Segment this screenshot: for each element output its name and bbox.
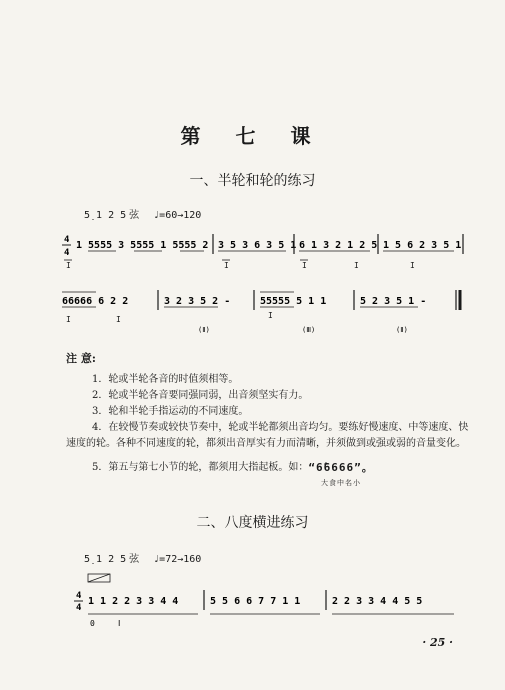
measure-1-3: 6 1 3 2 1 2 5 — [299, 240, 378, 251]
measure-2-3: 55555 5 1 1 — [260, 296, 327, 307]
svg-text:I: I — [268, 311, 273, 320]
measure-3-2: 5 5 6 6 7 7 1 1 — [210, 596, 301, 607]
note-item-2: 2．轮或半轮各音要同强同弱，出音须坚实有力。 — [92, 390, 309, 401]
string-label-2: 弦 — [129, 554, 140, 565]
tempo-marking: ♩=60→120 — [153, 210, 202, 221]
figure-mark-2: (Ⅲ) — [302, 326, 316, 334]
example-notes: “6̂6666”。 — [308, 461, 374, 474]
score-section-2 — [58, 570, 468, 632]
svg-text:I: I — [302, 261, 307, 270]
tuning-notes-2: 5̣ 1 2 5 — [84, 554, 127, 565]
page-number: · 25 · — [422, 636, 453, 649]
note-item-5 — [92, 460, 374, 491]
svg-text:I: I — [116, 315, 121, 324]
note-item-1: 1．轮或半轮各音的时值须相等。 — [92, 374, 239, 385]
figure-mark-3: (Ⅱ) — [396, 326, 408, 334]
measure-2-4: 5 2 3 5 1 - — [360, 296, 427, 307]
time-sig-bottom: 4 — [64, 248, 70, 258]
figure-mark-1: (Ⅱ) — [198, 326, 210, 334]
note-item-3: 3．轮和半轮手指运动的不同速度。 — [92, 406, 249, 417]
measure-2-2: 3 2 3 5 2 - — [164, 296, 231, 307]
tuning-line-1 — [84, 206, 201, 221]
tuning-line-2 — [84, 550, 201, 565]
svg-text:I: I — [354, 261, 359, 270]
measure-3-1: 1 1 2 2 3 3 4 4 — [88, 596, 179, 607]
tuning-notes: 5̣ 1 2 5 — [84, 210, 127, 221]
svg-text:I: I — [410, 261, 415, 270]
svg-text:I: I — [66, 315, 71, 324]
example-fingers: 大食中名小 — [321, 479, 362, 487]
note-item-5-text: 5．第五与第七小节的轮，都须用大指起板。如： — [92, 462, 309, 473]
note-item-4: 4．在较慢节奏或较快节奏中，轮或半轮都须出音均匀。要练好慢速度、中等速度、快速度的轮。各种不同速度的轮，都须出音厚实有力而清晰，并须做到或强或弱的音量变化。 — [66, 422, 469, 449]
tempo-marking-2: ♩=72→160 — [153, 554, 202, 565]
measure-1-2: 3 5 3 6 3 5 1 — [218, 240, 297, 251]
time-sig-bottom-2: 4 — [76, 603, 82, 613]
lesson-title: 第 七 课 — [180, 124, 325, 148]
time-sig-top-2: 4 — [76, 591, 82, 601]
time-sig-top: 4 — [64, 235, 70, 245]
string-label: 弦 — [129, 210, 140, 221]
marker-one: Ⅰ — [118, 619, 121, 628]
notes-label: 注 意: — [66, 352, 96, 365]
measure-2-1: 66666 6 2 2 — [62, 296, 129, 307]
score-section-1 — [58, 222, 468, 342]
section-title-2: 二、八度横进练习 — [196, 515, 309, 531]
svg-text:I: I — [224, 261, 229, 270]
svg-text:I: I — [66, 261, 71, 270]
section-title-1: 一、半轮和轮的练习 — [189, 173, 316, 189]
measure-3-3: 2 2 3 3 4 4 5 5 — [332, 596, 423, 607]
measure-1-1: 1 5555 3 5555 1 5555 2 — [76, 240, 209, 251]
marker-zero: 0 — [90, 619, 95, 628]
measure-1-4: 1 5 6 2 3 5 1 — [383, 240, 462, 251]
